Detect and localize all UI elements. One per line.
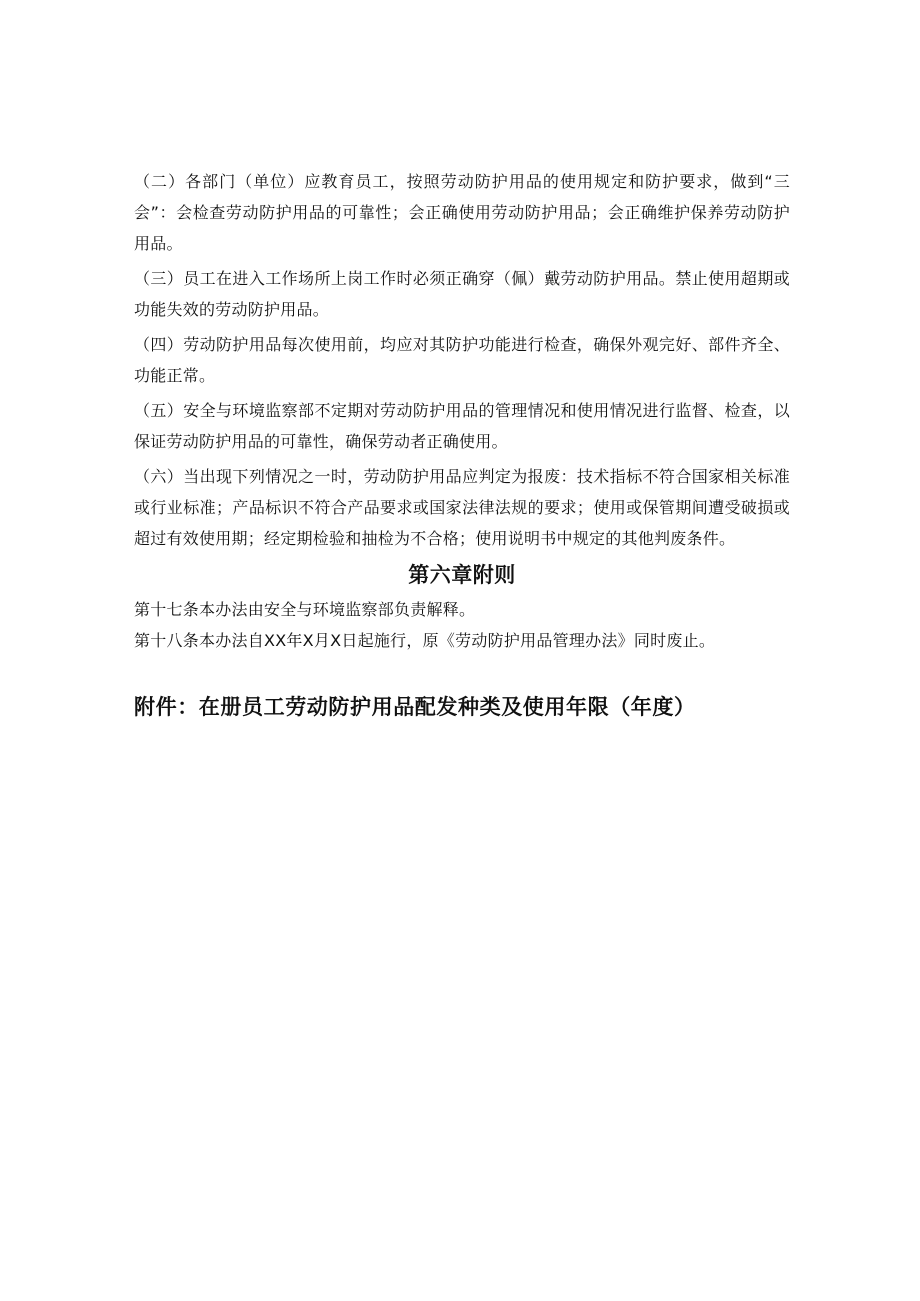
document-body <box>134 166 790 722</box>
appendix-title: 附件：在册员工劳动防护用品配发种类及使用年限（年度） <box>134 695 696 719</box>
article-18: 第十八条本办法自XX年X月X日起施行，原《劳动防护用品管理办法》同时废止。 <box>134 631 716 650</box>
paragraph-item-2: （二）各部门（单位）应教育员工，按照劳动防护用品的使用规定和防护要求，做到“三会”：会检查劳动防护用品的可靠性；会正确使用劳动防护用品；会正确维护保养劳动防护用品。 <box>134 172 790 253</box>
paragraph-item-3: （三）员工在进入工作场所上岗工作时必须正确穿（佩）戴劳动防护用品。禁止使用超期或功能失效的劳动防护用品。 <box>134 269 790 319</box>
paragraph-item-4: （四）劳动防护用品每次使用前，均应对其防护功能进行检查，确保外观完好、部件齐全、功能正常。 <box>134 335 790 385</box>
paragraph-item-5: （五）安全与环境监察部不定期对劳动防护用品的管理情况和使用情况进行监督、检查，以保证劳动防护用品的可靠性，确保劳动者正确使用。 <box>134 401 790 451</box>
paragraph-item-6: （六）当出现下列情况之一时，劳动防护用品应判定为报废：技术指标不符合国家相关标准或行业标准；产品标识不符合产品要求或国家法律法规的要求；使用或保管期间遭受破损或超过有效使用期；经定期检验和抽检为不合格；使用说明书中规定的其他判废条件。 <box>134 467 790 548</box>
article-17: 第十七条本办法由安全与环境监察部负责解释。 <box>134 600 476 619</box>
chapter-title: 第六章附则 <box>408 563 516 587</box>
